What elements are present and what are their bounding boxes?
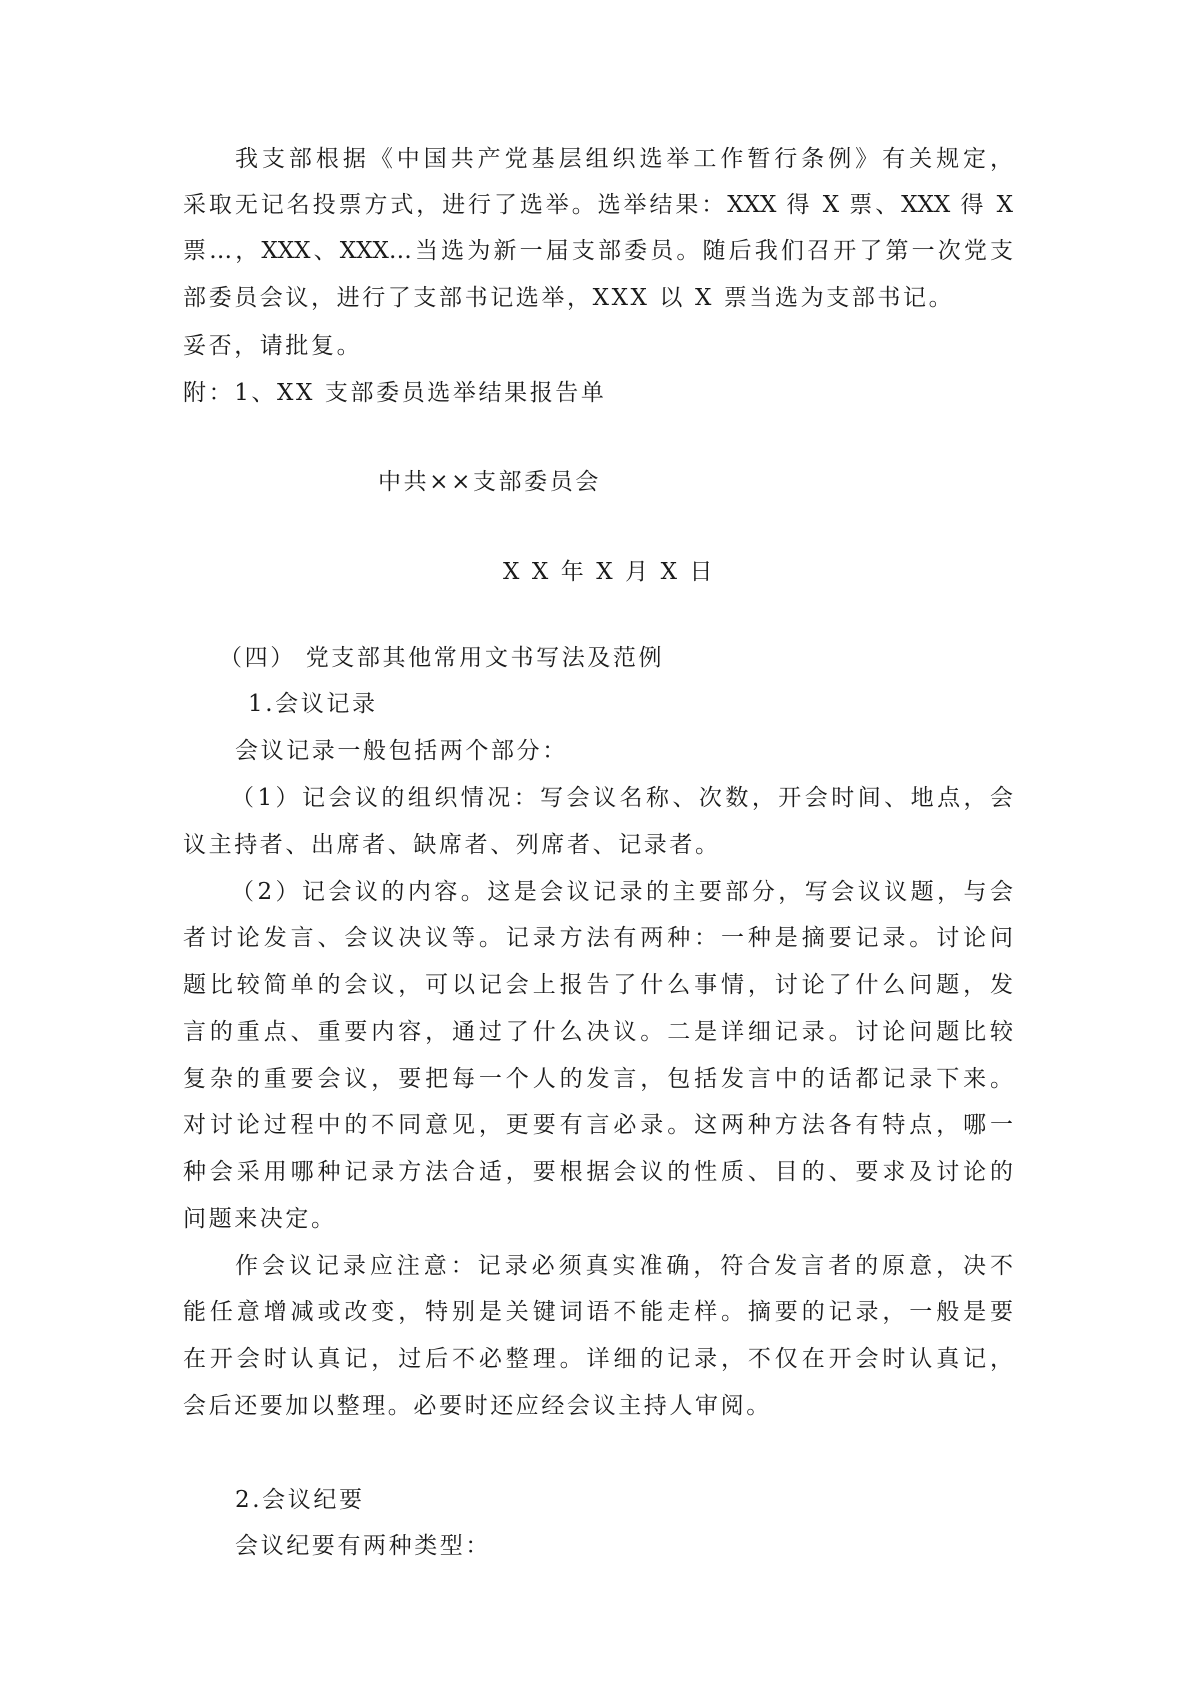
meeting-summary-intro: 会议纪要有两种类型： <box>235 1533 491 1559</box>
signature-line: 中共××支部委员会 <box>378 469 601 495</box>
minutes-item2-line-2: 者讨论发言、会议决议等。记录方法有两种：一种是摘要记录。讨论问 <box>183 925 1013 951</box>
minutes-item1-line-2: 议主持者、出席者、缺席者、列席者、记录者。 <box>183 832 721 858</box>
minutes-item2-line-5: 复杂的重要会议，要把每一个人的发言，包括发言中的话都记录下来。 <box>183 1066 1013 1092</box>
minutes-notes-line-4: 会后还要加以整理。必要时还应经会议主持人审阅。 <box>183 1393 772 1419</box>
report-paragraph-line-2: 采取无记名投票方式，进行了选举。选举结果：XXX 得 X 票、XXX 得 X <box>183 192 1013 218</box>
report-paragraph-line-3: 票…，XXX、XXX…当选为新一届支部委员。随后我们召开了第一次党支 <box>183 238 1013 264</box>
minutes-item2-line-3: 题比较简单的会议，可以记会上报告了什么事情，讨论了什么问题，发 <box>183 972 1013 998</box>
minutes-item2-line-8: 问题来决定。 <box>183 1206 337 1232</box>
meeting-minutes-heading: 1.会议记录 <box>248 691 378 717</box>
minutes-item2-line-4: 言的重点、重要内容，通过了什么决议。二是详细记录。讨论问题比较 <box>183 1019 1013 1045</box>
date-line: X X 年 X 月 X 日 <box>503 559 716 585</box>
minutes-item2-line-1: （2）记会议的内容。这是会议记录的主要部分，写会议议题，与会 <box>231 879 1013 905</box>
minutes-notes-line-1: 作会议记录应注意：记录必须真实准确，符合发言者的原意，决不 <box>235 1253 1013 1279</box>
minutes-item2-line-6: 对讨论过程中的不同意见，更要有言必录。这两种方法各有特点，哪一 <box>183 1112 1013 1138</box>
approval-request: 妥否，请批复。 <box>183 333 363 359</box>
meeting-minutes-intro: 会议记录一般包括两个部分： <box>235 738 568 764</box>
minutes-item1-line-1: （1）记会议的组织情况：写会议名称、次数，开会时间、地点，会 <box>231 785 1013 811</box>
report-paragraph-line-4: 部委员会议，进行了支部书记选举，XXX 以 X 票当选为支部书记。 <box>183 285 955 311</box>
minutes-item2-line-7: 种会采用哪种记录方法合适，要根据会议的性质、目的、要求及讨论的 <box>183 1159 1013 1185</box>
minutes-notes-line-2: 能任意增减或改变，特别是关键词语不能走样。摘要的记录，一般是要 <box>183 1299 1013 1325</box>
meeting-summary-heading: 2.会议纪要 <box>235 1487 365 1513</box>
attachment-line: 附：1、XX 支部委员选举结果报告单 <box>183 380 607 406</box>
minutes-notes-line-3: 在开会时认真记，过后不必整理。详细的记录，不仅在开会时认真记， <box>183 1346 1013 1372</box>
report-paragraph-line-1: 我支部根据《中国共产党基层组织选举工作暂行条例》有关规定， <box>235 146 1013 172</box>
section-heading: （四） 党支部其他常用文书写法及范例 <box>219 645 665 671</box>
